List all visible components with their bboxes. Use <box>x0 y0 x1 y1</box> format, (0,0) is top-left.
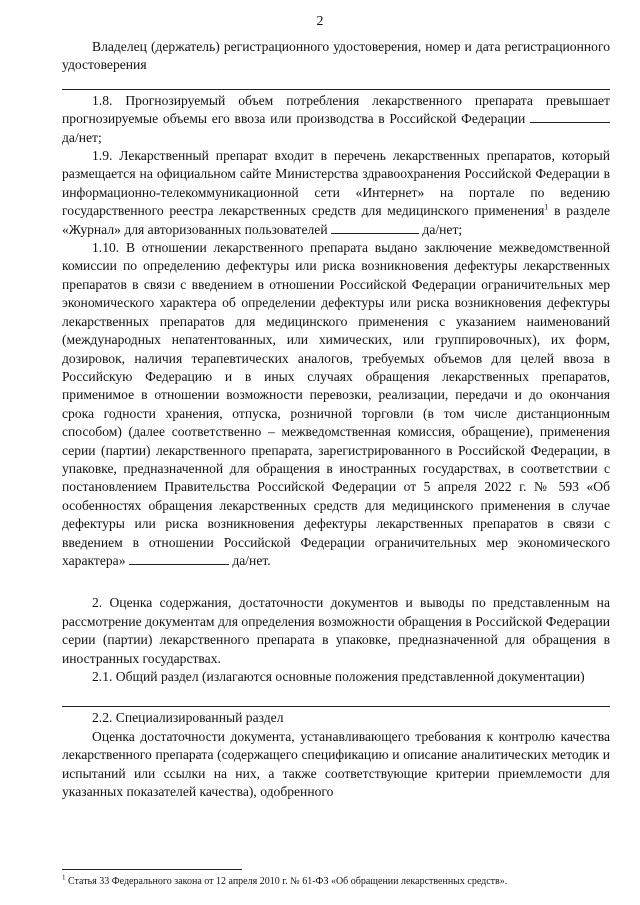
page-number: 2 <box>316 14 324 29</box>
section-2-2-text: Оценка достаточности документа, устанавливающего требования к контролю качества лекарственного препарата (содержащего спецификацию и описание аналитических методик и испытаний или ссылки на них, а также соответствующие критерии приемлемости для указанных показателей качества), одобренного <box>62 728 610 800</box>
footnote <box>62 873 622 888</box>
blank-rule <box>62 89 610 90</box>
footnote-divider <box>62 869 242 870</box>
item-1-10-text: 1.10. В отношении лекарственного препарата выдано заключение межведомственной комиссии по определению дефектуры или риска возникновения дефектуры лекарственных препаратов в связи с введением в отношении Российской Федерации ограничительных мер экономического характера об определении дефектуры или риска возникновения дефектуры лекарственных препаратов для медицинского применения с указанием наименований (международных непатентованных, или химических, или группировочных), их форм, дозировок, наличия терапевтических аналогов, требуемых объемов для целей ввоза в Российскую Федерацию и в иных случаях обращения лекарственных препаратов, применимое в отношении возможности перевозки, реализации, передачи и до окончания срока годности хранения, отпуска, розничной торговли (в том числе дистанционным способом) (далее соответственно – межведомственная комиссия, обращение), применения серии (партии) лекарственного препарата, зарегистрированного в Российской Федерации, в упаковке, предназначенной для обращения в иностранных государствах, в соответствии с постановлением Правительства Российской Федерации от 5 апреля 2022 г. № 593 «Об особенностях обращения лекарственных средств для медицинского применения в случае дефектуры или риска возникновения дефектуры лекарственных препаратов в связи с введением в отношении Российской Федерации ограничительных мер экономического характера» <box>62 240 610 568</box>
item-1-9-suffix: да/нет; <box>422 221 463 237</box>
section-2-2: 2.2. Специализированный раздел <box>92 710 284 726</box>
footnote-mark: 1 <box>62 873 66 882</box>
answer-blank <box>530 110 610 123</box>
answer-blank <box>331 221 419 234</box>
holder-line: Владелец (держатель) регистрационного удостоверения, номер и дата регистрационного удостоверения <box>62 39 610 73</box>
item-1-8 <box>62 92 610 147</box>
item-1-9 <box>62 147 610 239</box>
footnote-text: Статья 33 Федерального закона от 12 апреля 2010 г. № 61-ФЗ «Об обращении лекарственных средств». <box>65 876 508 887</box>
blank-rule <box>62 706 610 707</box>
item-1-9-text-after: в разделе «Журнал» для авторизованных пользователей <box>62 203 610 237</box>
section-2-heading: 2. Оценка содержания, достаточности документов и выводы по представленным на рассмотрение документам для определения возможности обращения в Российской Федерации серии (партии) лекарственного препарата в упаковке, предназначенной для обращения в иностранных государствах. <box>62 595 610 666</box>
item-1-9-text: 1.9. Лекарственный препарат входит в перечень лекарственных препаратов, который размещается на официальном сайте Министерства здравоохранения Российской Федерации в информационно-телекоммуникационной сети «Интернет» на портале по ведению государственного реестра лекарственных средств для медицинского применения <box>62 148 610 219</box>
section-2-1: 2.1. Общий раздел (излагаются основные положения представленной документации) <box>92 669 585 684</box>
answer-blank <box>129 552 229 565</box>
item-1-8-suffix: да/нет; <box>62 129 102 145</box>
item-1-8-text: 1.8. Прогнозируемый объем потребления лекарственного препарата превышает прогнозируемые объемы его ввоза или производства в Российской Федерации <box>62 92 610 127</box>
item-1-10-suffix: да/нет. <box>232 552 271 568</box>
footnote-ref: 1 <box>544 202 549 212</box>
item-1-10 <box>62 239 610 570</box>
document-body <box>62 38 610 801</box>
